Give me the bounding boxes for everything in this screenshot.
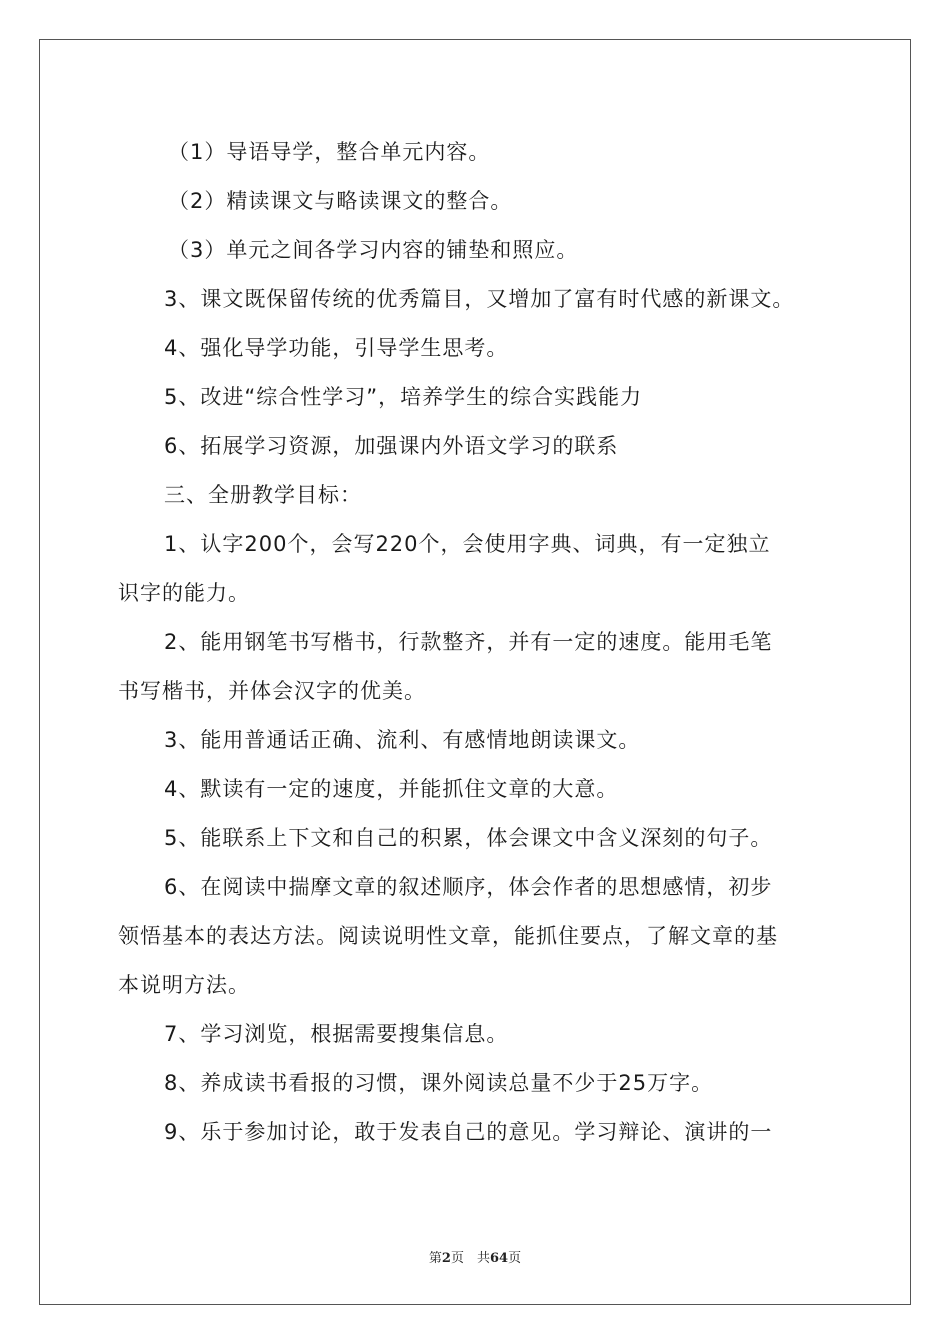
paragraph-line: 6、拓展学习资源，加强课内外语文学习的联系 [164, 434, 619, 458]
paragraph-line: 识字的能力。 [118, 581, 250, 605]
paragraph-line: 6、在阅读中揣摩文章的叙述顺序，体会作者的思想感情，初步 [164, 875, 773, 899]
page-footer [0, 1247, 950, 1266]
paragraph-line: 领悟基本的表达方法。阅读说明性文章，能抓住要点，了解文章的基 [118, 924, 778, 948]
paragraph-line: 书写楷书，并体会汉字的优美。 [118, 679, 426, 703]
paragraph-line: （3）单元之间各学习内容的铺垫和照应。 [168, 238, 579, 262]
paragraph-line: 9、乐于参加讨论，敢于发表自己的意见。学习辩论、演讲的一 [164, 1120, 773, 1144]
paragraph-line: 7、学习浏览，根据需要搜集信息。 [164, 1022, 509, 1046]
paragraph-line: 2、能用钢笔书写楷书，行款整齐，并有一定的速度。能用毛笔 [164, 630, 773, 654]
paragraph-line: 3、课文既保留传统的优秀篇目，又增加了富有时代感的新课文。 [164, 287, 795, 311]
paragraph-line: 本说明方法。 [118, 973, 250, 997]
paragraph-line: 3、能用普通话正确、流利、有感情地朗读课文。 [164, 728, 641, 752]
paragraph-line: 4、强化导学功能，引导学生思考。 [164, 336, 509, 360]
paragraph-line: 8、养成读书看报的习惯，课外阅读总量不少于25万字。 [164, 1071, 714, 1095]
document-body [118, 128, 838, 1157]
footer-mid: 页 共 [450, 1251, 490, 1266]
paragraph-line: 5、能联系上下文和自己的积累，体会课文中含义深刻的句子。 [164, 826, 773, 850]
paragraph-line: （1）导语导学，整合单元内容。 [168, 140, 491, 164]
paragraph-line: 4、默读有一定的速度，并能抓住文章的大意。 [164, 777, 619, 801]
current-page-number: 2 [441, 1251, 451, 1266]
paragraph-line: （2）精读课文与略读课文的整合。 [168, 189, 513, 213]
paragraph-line: 1、认字200个，会写220个，会使用字典、词典，有一定独立 [164, 532, 771, 556]
total-page-count: 64 [489, 1251, 509, 1266]
section-heading: 三、全册教学目标： [164, 483, 362, 507]
footer-prefix: 第 [428, 1251, 442, 1266]
paragraph-line: 5、改进“综合性学习”，培养学生的综合实践能力 [164, 385, 643, 409]
footer-suffix: 页 [508, 1251, 522, 1266]
